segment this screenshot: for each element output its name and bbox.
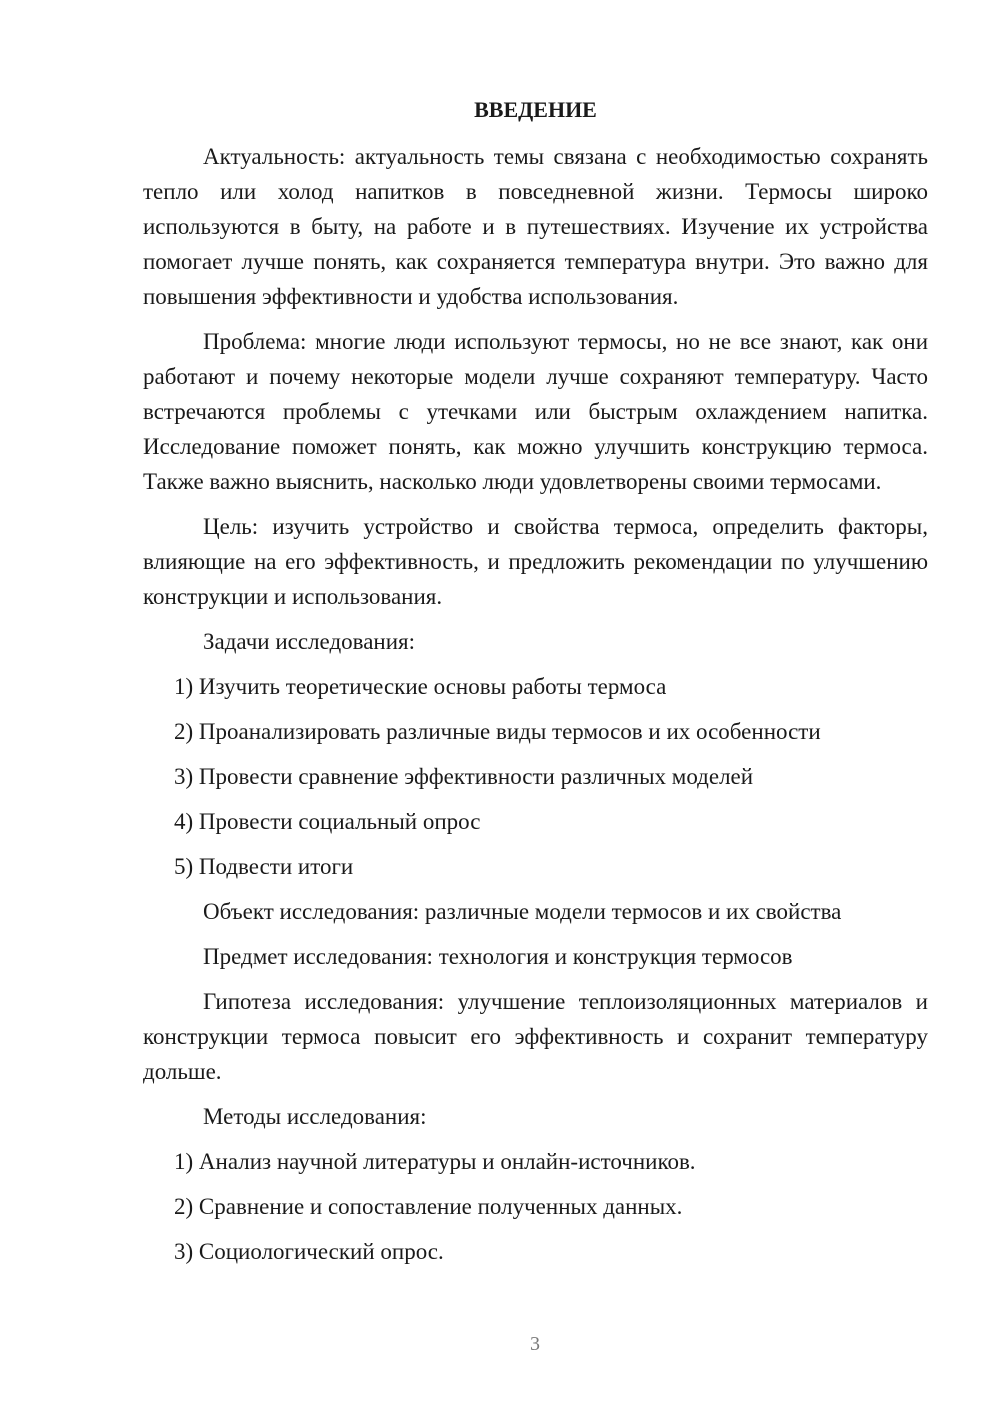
problem-paragraph: Проблема: многие люди используют термосы, но не все знают, как они работают и почему некоторые модели лучше сохраняют температуру. Часто встречаются проблемы с утечками или быстрым охлаждением напитка. Исследование поможет понять, как можно улучшить конструкцию термоса. Также важно выяснить, насколько люди удовлетворены своими термосами. [143,329,928,494]
task-item: 3) Провести сравнение эффективности различных моделей [174,764,754,789]
method-item: 1) Анализ научной литературы и онлайн-источников. [174,1149,696,1174]
document-body [143,92,928,1279]
page-title: ВВЕДЕНИЕ [474,97,597,122]
method-item: 2) Сравнение и сопоставление полученных данных. [174,1194,683,1219]
relevance-paragraph: Актуальность: актуальность темы связана с необходимостью сохранять тепло или холод напитков в повседневной жизни. Термосы широко используются в быту, на работе и в путешествиях. Изучение их устройства помогает лучше понять, как сохраняется температура внутри. Это важно для повышения эффективности и удобства использования. [143,144,928,309]
tasks-heading: Задачи исследования: [203,629,416,654]
research-subject: Предмет исследования: технология и конструкция термосов [203,944,793,969]
page-number: 3 [530,1333,540,1355]
methods-heading: Методы исследования: [203,1104,427,1129]
hypothesis-paragraph: Гипотеза исследования: улучшение теплоизоляционных материалов и конструкции термоса повысит его эффективность и сохранит температуру дольше. [143,989,928,1084]
task-item: 2) Проанализировать различные виды термосов и их особенности [174,719,821,744]
task-item: 1) Изучить теоретические основы работы термоса [174,674,667,699]
task-item: 5) Подвести итоги [174,854,354,879]
method-item: 3) Социологический опрос. [174,1239,444,1264]
research-object: Объект исследования: различные модели термосов и их свойства [203,899,842,924]
tasks-list [143,669,928,884]
task-item: 4) Провести социальный опрос [174,809,481,834]
goal-paragraph: Цель: изучить устройство и свойства термоса, определить факторы, влияющие на его эффективность, и предложить рекомендации по улучшению конструкции и использования. [143,514,928,609]
methods-list [143,1144,928,1269]
